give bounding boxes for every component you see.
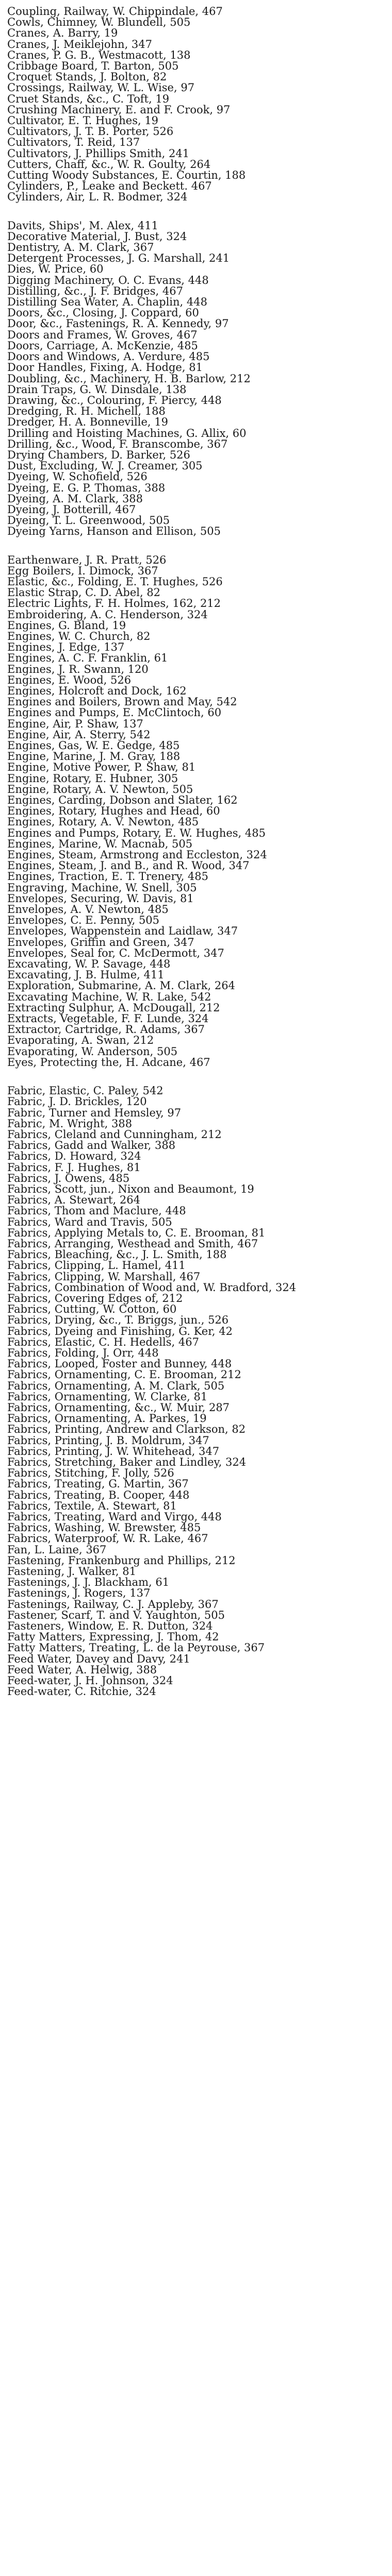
index-entry: Decorative Material, J. Bust, 324 xyxy=(7,230,187,243)
index-entry: Evaporating, A. Swan, 212 xyxy=(7,1034,154,1047)
index-entry: Fabrics, Thom and Maclure, 448 xyxy=(7,1205,186,1217)
index-entry: Fabrics, J. Owens, 485 xyxy=(7,1172,130,1184)
index-entry: Cutting Woody Substances, E. Courtin, 188 xyxy=(7,169,246,182)
index-entry: Fastening, J. Walker, 81 xyxy=(7,1565,136,1578)
index-entry: Fabrics, Ornamenting, C. E. Brooman, 212 xyxy=(7,1368,241,1381)
index-entry: Cranes, P. G. B., Westmacott, 138 xyxy=(7,48,191,61)
index-entry: Dentistry, A. M. Clark, 367 xyxy=(7,241,154,254)
index-entry: Fabrics, Stitching, F. Jolly, 526 xyxy=(7,1467,174,1480)
index-entry: Fabrics, Stretching, Baker and Lindley, 324 xyxy=(7,1456,247,1468)
index-entry: Fabrics, Combination of Wood and, W. Bradford, 324 xyxy=(7,1281,297,1294)
index-entry: Fabric, M. Wright, 388 xyxy=(7,1117,133,1130)
index-entry: Engine, Rotary, E. Hubner, 305 xyxy=(7,772,178,785)
index-entry: Engines, J. Edge, 137 xyxy=(7,641,125,654)
index-entry: Drain Traps, G. W. Dinsdale, 138 xyxy=(7,383,187,396)
index-entry: Envelopes, Securing, W. Davis, 81 xyxy=(7,892,194,905)
index-entry: Elastic, &c., Folding, E. T. Hughes, 526 xyxy=(7,575,223,588)
index-entry: Engines and Pumps, Rotary, E. W. Hughes, 485 xyxy=(7,826,266,839)
index-entry: Engines, Gas, W. E. Gedge, 485 xyxy=(7,739,180,752)
index-entry: Fastenings, Railway, C. J. Appleby, 367 xyxy=(7,1598,219,1611)
index-entry: Engines, W. C. Church, 82 xyxy=(7,630,151,642)
index-entry: Engraving, Machine, W. Snell, 305 xyxy=(7,881,197,894)
index-entry: Dyeing, A. M. Clark, 388 xyxy=(7,492,143,505)
index-entry: Engines and Pumps, E. McClintoch, 60 xyxy=(7,706,222,719)
index-entry: Fabrics, Printing, J. W. Whitehead, 347 xyxy=(7,1445,220,1458)
index-entry: Davits, Ships', M. Alex, 411 xyxy=(7,219,158,232)
index-entry: Cultivators, T. Reid, 137 xyxy=(7,136,140,149)
index-entry: Fastenings, J. Rogers, 137 xyxy=(7,1587,151,1600)
index-entry: Croquet Stands, J. Bolton, 82 xyxy=(7,71,167,83)
index-entry: Doubling, &c., Machinery, H. B. Barlow, 212 xyxy=(7,372,251,385)
index-entry: Drying Chambers, D. Barker, 526 xyxy=(7,448,190,461)
index-entry: Fan, L. Laine, 367 xyxy=(7,1543,107,1556)
index-section-f xyxy=(7,1086,385,1697)
index-entry: Cowls, Chimney, W. Blundell, 505 xyxy=(7,16,191,29)
index-entry: Fabrics, Clipping, L. Hamel, 411 xyxy=(7,1259,186,1272)
index-entry: Engine, Air, A. Sterry, 542 xyxy=(7,728,151,741)
index-entry: Fatty Matters, Expressing, J. Thom, 42 xyxy=(7,1631,219,1643)
index-entry: Door, &c., Fastenings, R. A. Kennedy, 97 xyxy=(7,317,229,330)
index-entry: Exploration, Submarine, A. M. Clark, 264 xyxy=(7,979,235,992)
index-entry: Cruet Stands, &c., C. Toft, 19 xyxy=(7,92,170,105)
index-entry: Engines and Boilers, Brown and May, 542 xyxy=(7,696,237,708)
index-entry: Engines, A. C. F. Franklin, 61 xyxy=(7,652,168,665)
index-entry: Engines, Rotary, A. V. Newton, 485 xyxy=(7,816,199,828)
index-entry: Dyeing, T. L. Greenwood, 505 xyxy=(7,514,170,527)
index-entry: Drawing, &c., Colouring, F. Piercy, 448 xyxy=(7,394,222,406)
index-entry: Coupling, Railway, W. Chippindale, 467 xyxy=(7,5,223,18)
index-entry: Fabrics, Ward and Travis, 505 xyxy=(7,1215,172,1228)
index-entry: Fastenings, J. J. Blackham, 61 xyxy=(7,1576,170,1589)
index-entry: Dies, W. Price, 60 xyxy=(7,263,104,276)
index-entry: Dyeing, E. G. P. Thomas, 388 xyxy=(7,481,166,494)
index-entry: Fabrics, Folding, J. Orr, 448 xyxy=(7,1346,159,1359)
index-entry: Fabrics, Cutting, W. Cotton, 60 xyxy=(7,1303,177,1316)
index-entry: Elastic Strap, C. D. Abel, 82 xyxy=(7,586,161,599)
index-entry: Dyeing, W. Schofield, 526 xyxy=(7,470,148,483)
index-entry: Fabrics, Arranging, Westhead and Smith, 467 xyxy=(7,1237,258,1250)
index-entry: Doors, &c., Closing, J. Coppard, 60 xyxy=(7,307,199,319)
index-entry: Feed-water, C. Ritchie, 324 xyxy=(7,1685,156,1698)
index-entry: Fabrics, Ornamenting, A. Parkes, 19 xyxy=(7,1412,207,1425)
index-entry: Cranes, J. Meiklejohn, 347 xyxy=(7,38,152,50)
index-entry: Excavating Machine, W. R. Lake, 542 xyxy=(7,990,211,1003)
index-entry: Extractor, Cartridge, R. Adams, 367 xyxy=(7,1023,205,1036)
index-entry: Fabrics, Applying Metals to, C. E. Brooman, 81 xyxy=(7,1226,266,1239)
index-entry: Embroidering, A. C. Henderson, 324 xyxy=(7,608,208,621)
index-entry: Fabrics, F. J. Hughes, 81 xyxy=(7,1161,141,1174)
index-entry: Fabrics, Drying, &c., T. Briggs, jun., 526 xyxy=(7,1314,229,1327)
index-entry: Fabrics, Scott, jun., Nixon and Beaumont, 19 xyxy=(7,1182,254,1195)
index-entry: Fabric, Turner and Hemsley, 97 xyxy=(7,1106,182,1119)
index-entry: Cultivators, J. T. B. Porter, 526 xyxy=(7,125,174,138)
index-entry: Fabrics, D. Howard, 324 xyxy=(7,1150,141,1163)
index-entry: Doors and Windows, A. Verdure, 485 xyxy=(7,350,210,363)
index-entry: Extracting Sulphur, A. McDougall, 212 xyxy=(7,1001,220,1014)
index-entry: Envelopes, Griffin and Green, 347 xyxy=(7,936,194,948)
index-entry: Engines, G. Bland, 19 xyxy=(7,619,126,632)
index-entry: Fabrics, Treating, G. Martin, 367 xyxy=(7,1478,189,1490)
index-entry: Engines, J. R. Swann, 120 xyxy=(7,663,149,675)
index-entry: Fabrics, Dyeing and Finishing, G. Ker, 42 xyxy=(7,1325,233,1337)
index-entry: Engines, E. Wood, 526 xyxy=(7,673,132,686)
index-entry: Drilling and Hoisting Machines, G. Allix, 60 xyxy=(7,427,247,439)
index-entry: Doors and Frames, W. Groves, 467 xyxy=(7,328,198,341)
index-entry: Cylinders, P., Leake and Beckett. 467 xyxy=(7,180,212,193)
index-entry: Fabrics, Cleland and Cunningham, 212 xyxy=(7,1128,222,1141)
index-entry: Digging Machinery, O. C. Evans, 448 xyxy=(7,274,209,286)
index-entry: Dyeing Yarns, Hanson and Ellison, 505 xyxy=(7,525,221,538)
index-entry: Excavating, W. P. Savage, 448 xyxy=(7,958,171,971)
index-entry: Crossings, Railway, W. L. Wise, 97 xyxy=(7,81,195,94)
index-entry: Fabrics, A. Stewart, 264 xyxy=(7,1194,140,1207)
index-entry: Dyeing, J. Botterill, 467 xyxy=(7,503,136,516)
index-entry: Distilling Sea Water, A. Chaplin, 448 xyxy=(7,296,207,309)
index-entry: Engines, Traction, E. T. Trenery, 485 xyxy=(7,870,209,883)
index-entry: Fabrics, Treating, B. Cooper, 448 xyxy=(7,1488,190,1501)
index-entry: Detergent Processes, J. G. Marshall, 241 xyxy=(7,252,230,265)
index-entry: Egg Boilers, I. Dimock, 367 xyxy=(7,564,158,577)
index-entry: Cylinders, Air, L. R. Bodmer, 324 xyxy=(7,191,188,204)
index-entry: Fabrics, Looped, Foster and Bunney, 448 xyxy=(7,1358,232,1370)
index-entry: Fabrics, Bleaching, &c., J. L. Smith, 188 xyxy=(7,1248,227,1261)
index-entry: Fastening, Frankenburg and Phillips, 212 xyxy=(7,1554,236,1567)
index-entry: Feed-water, J. H. Johnson, 324 xyxy=(7,1674,173,1687)
index-entry: Engines, Steam, J. and B., and R. Wood, 347 xyxy=(7,859,250,872)
index-entry: Engine, Marine, J. M. Gray, 188 xyxy=(7,750,181,763)
index-entry: Crushing Machinery, E. and F. Crook, 97 xyxy=(7,103,231,116)
index-entry: Door Handles, Fixing, A. Hodge, 81 xyxy=(7,361,203,374)
index-entry: Engine, Air, P. Shaw, 137 xyxy=(7,717,143,730)
index-entry: Engines, Marine, W. Macnab, 505 xyxy=(7,837,193,850)
index-entry: Eyes, Protecting the, H. Adcane, 467 xyxy=(7,1056,210,1069)
index-entry: Fatty Matters, Treating, L. de la Peyrouse, 367 xyxy=(7,1641,265,1654)
index-section-e xyxy=(7,555,385,1069)
index-entry: Excavating, J. B. Hulme, 411 xyxy=(7,969,165,981)
index-entry: Dredger, H. A. Bonneville, 19 xyxy=(7,416,168,429)
index-entry: Cutters, Chaff, &c., W. R. Goulty, 264 xyxy=(7,158,211,171)
index-entry: Fabrics, Elastic, C. H. Hedells, 467 xyxy=(7,1335,199,1348)
index-entry: Fabrics, Ornamenting, &c., W. Muir, 287 xyxy=(7,1401,230,1414)
index-entry: Fabrics, Covering Edges of, 212 xyxy=(7,1292,183,1304)
index-entry: Envelopes, Seal for, C. McDermott, 347 xyxy=(7,946,224,959)
index-entry: Dust, Excluding, W. J. Creamer, 305 xyxy=(7,460,203,472)
index-entry: Fabric, J. D. Brickles, 120 xyxy=(7,1095,147,1108)
index-entry: Engines, Steam, Armstrong and Eccleston, 324 xyxy=(7,849,267,861)
index-section-c xyxy=(7,6,385,203)
index-entry: Cultivators, J. Phillips Smith, 241 xyxy=(7,147,190,160)
index-entry: Engines, Rotary, Hughes and Head, 60 xyxy=(7,805,220,818)
index-entry: Envelopes, Wappenstein and Laidlaw, 347 xyxy=(7,925,238,938)
index-entry: Feed Water, Davey and Davy, 241 xyxy=(7,1652,190,1665)
index-entry: Engines, Carding, Dobson and Slater, 162 xyxy=(7,794,238,807)
index-entry: Electric Lights, F. H. Holmes, 162, 212 xyxy=(7,597,221,610)
index-entry: Engines, Holcroft and Dock, 162 xyxy=(7,684,187,697)
index-entry: Cultivator, E. T. Hughes, 19 xyxy=(7,114,159,127)
index-entry: Envelopes, C. E. Penny, 505 xyxy=(7,914,160,927)
index-entry: Cribbage Board, T. Barton, 505 xyxy=(7,60,179,73)
index-entry: Dredging, R. H. Michell, 188 xyxy=(7,405,166,418)
index-entry: Fabrics, Waterproof, W. R. Lake, 467 xyxy=(7,1532,208,1545)
index-entry: Drilling, &c., Wood, F. Branscombe, 367 xyxy=(7,437,228,450)
index-section-d xyxy=(7,221,385,537)
index-entry: Fabrics, Clipping, W. Marshall, 467 xyxy=(7,1270,201,1283)
index-entry: Extracts, Vegetable, F. F. Lunde, 324 xyxy=(7,1012,209,1025)
index-entry: Fabrics, Textile, A. Stewart, 81 xyxy=(7,1499,177,1512)
index-entry: Cranes, A. Barry, 19 xyxy=(7,27,118,40)
index-entry: Evaporating, W. Anderson, 505 xyxy=(7,1045,178,1058)
index-entry: Fasteners, Window, E. R. Dutton, 324 xyxy=(7,1620,213,1633)
index-entry: Doors, Carriage, A. McKenzie, 485 xyxy=(7,339,198,352)
index-entry: Fabrics, Printing, J. B. Moldrum, 347 xyxy=(7,1434,209,1447)
index-entry: Earthenware, J. R. Pratt, 526 xyxy=(7,553,167,566)
index-entry: Fabrics, Printing, Andrew and Clarkson, 82 xyxy=(7,1423,246,1436)
index-entry: Fabrics, Washing, W. Brewster, 485 xyxy=(7,1521,201,1534)
index-entry: Fabrics, Ornamenting, W. Clarke, 81 xyxy=(7,1390,208,1403)
index-entry: Fabrics, Ornamenting, A. M. Clark, 505 xyxy=(7,1379,225,1392)
index-entry: Distilling, &c., J. F. Bridges, 467 xyxy=(7,284,183,297)
index-entry: Fabrics, Gadd and Walker, 388 xyxy=(7,1139,176,1152)
index-entry: Engine, Motive Power, P. Shaw, 81 xyxy=(7,761,196,774)
index-entry: Fabric, Elastic, C. Paley, 542 xyxy=(7,1084,164,1097)
index-entry: Feed Water, A. Helwig, 388 xyxy=(7,1663,157,1676)
index-entry: Fabrics, Treating, Ward and Virgo, 448 xyxy=(7,1511,222,1523)
index-entry: Fastener, Scarf, T. and V. Yaughton, 505 xyxy=(7,1608,225,1621)
index-entry: Envelopes, A. V. Newton, 485 xyxy=(7,903,169,916)
index-entry: Engine, Rotary, A. V. Newton, 505 xyxy=(7,783,193,795)
